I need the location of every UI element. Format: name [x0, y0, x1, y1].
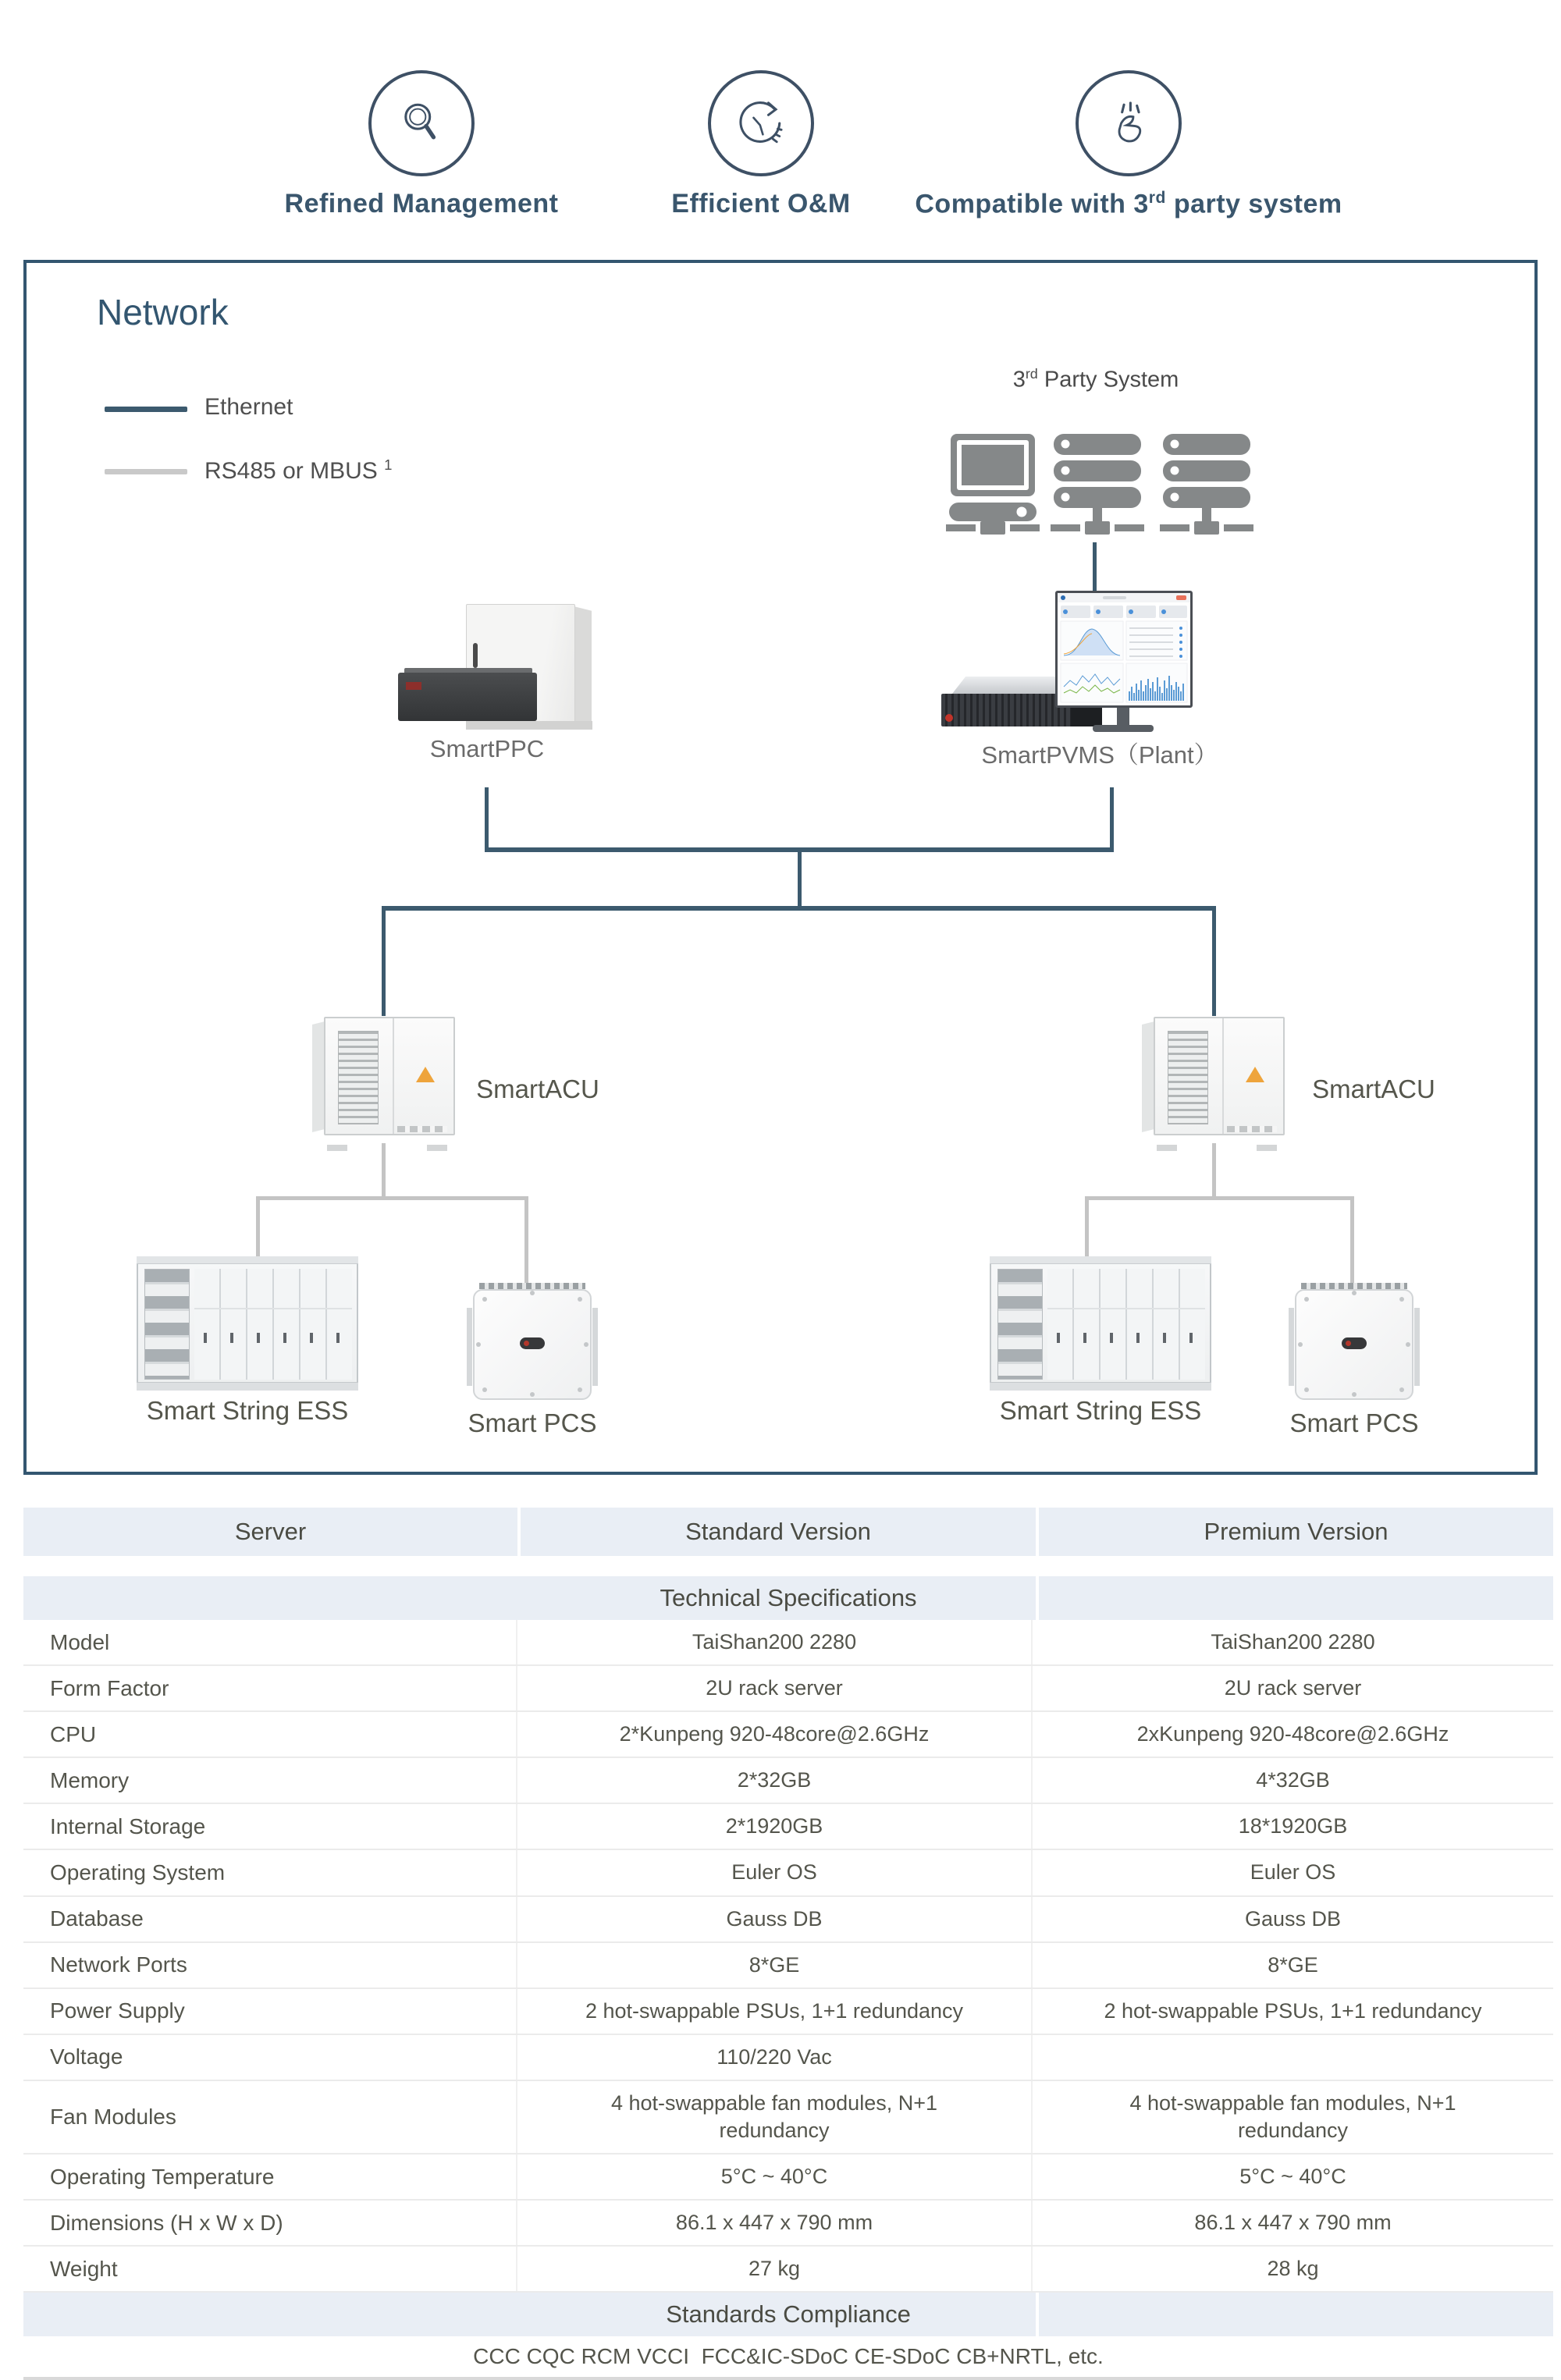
rs485-line-swatch [105, 469, 187, 474]
section-title: Technical Specifications [660, 1584, 917, 1611]
spec-label: Memory [23, 1758, 517, 1803]
ethernet-line-swatch [105, 407, 187, 412]
spec-value-standard: 27 kg [517, 2247, 1033, 2291]
spec-label: Dimensions (H x W x D) [23, 2201, 517, 2245]
table-header-row [23, 1508, 1553, 1556]
rs485-wire [1085, 1196, 1354, 1200]
rs485-wire [256, 1196, 528, 1200]
rs485-wire [382, 1143, 386, 1198]
table-row [23, 1620, 1553, 1666]
clock-arrow-icon [708, 70, 814, 176]
spec-label: Weight [23, 2247, 517, 2291]
spec-value-standard: 2*Kunpeng 920-48core@2.6GHz [517, 1712, 1033, 1757]
smartppc-label: SmartPPC [429, 735, 545, 762]
network-title: Network [97, 292, 229, 332]
table-row [23, 2154, 1553, 2201]
spec-value-standard: TaiShan200 2280 [517, 1620, 1033, 1664]
feature-label: Efficient O&M [671, 189, 851, 218]
feature-efficient-om [605, 70, 917, 219]
spec-value-standard: 2*32GB [517, 1758, 1033, 1803]
desktop-computer-icon [946, 434, 1040, 539]
spec-value-premium: Gauss DB [1244, 1906, 1342, 1931]
spec-label: Form Factor [23, 1666, 517, 1710]
rs485-wire [524, 1199, 528, 1292]
spec-value-premium: 2U rack server [1224, 1676, 1362, 1700]
table-row [23, 2035, 1553, 2081]
spec-value-standard: 2 hot-swappable PSUs, 1+1 redundancy [517, 1989, 1033, 2034]
server-stack-icon [1051, 434, 1144, 539]
server-spec-table [23, 1508, 1553, 2380]
smart-pcs-label: Smart PCS [1289, 1408, 1419, 1437]
technical-specifications-band [23, 1576, 1553, 1620]
server-stack-icon [1160, 434, 1253, 539]
table-row [23, 1850, 1553, 1896]
warning-triangle-icon [1246, 1067, 1264, 1082]
ethernet-wire [382, 911, 386, 1016]
spec-value-premium: 5°C ~ 40°C [1239, 2165, 1346, 2189]
spec-value-premium: TaiShan200 2280 [1211, 1630, 1375, 1654]
feature-refined-management [265, 70, 578, 219]
smart-pcs-device [1284, 1281, 1424, 1406]
dashboard-monitor [1055, 591, 1193, 708]
spec-value-premium: 18*1920GB [1238, 1814, 1348, 1838]
table-row [23, 1897, 1553, 1943]
smartppc-device [392, 598, 603, 742]
spec-value-standard: 110/220 Vac [517, 2035, 1033, 2080]
smartacu-device [310, 1012, 466, 1145]
table-row [23, 1804, 1553, 1850]
column-header-premium: Premium Version [1039, 1508, 1553, 1556]
smartpvms-device [941, 584, 1214, 744]
spec-value-premium: Euler OS [1250, 1860, 1336, 1884]
spec-value-premium: 28 kg [1267, 2257, 1319, 2281]
spec-label: Power Supply [23, 1989, 517, 2034]
spec-label: Fan Modules [23, 2081, 517, 2153]
spec-value-premium [1033, 2035, 1553, 2080]
footer-title: Standards Compliance [666, 2300, 911, 2328]
spec-label: Database [23, 1897, 517, 1941]
spec-value-standard: 8*GE [517, 1943, 1033, 1987]
spec-value-standard: 2U rack server [517, 1666, 1033, 1710]
spec-label: Network Ports [23, 1943, 517, 1987]
table-row [23, 1989, 1553, 2035]
standards-compliance-band [23, 2293, 1553, 2336]
spec-label: Model [23, 1620, 517, 1664]
rs485-wire [1350, 1199, 1354, 1292]
ethernet-wire [1110, 787, 1114, 850]
legend-rs485-label: RS485 or MBUS $^1$ [204, 456, 393, 484]
feature-compatible-3rd-party [894, 70, 1363, 219]
column-header-standard: Standard Version [521, 1508, 1036, 1556]
spec-label: Internal Storage [23, 1804, 517, 1849]
table-row [23, 1943, 1553, 1989]
smart-string-ess-device [130, 1249, 364, 1405]
spec-value-standard: 4 hot-swappable fan modules, N+1 redundancy [517, 2081, 1033, 2153]
smartacu-device [1140, 1012, 1296, 1145]
compliance-list: CCC CQC RCM VCCI FCC&IC-SDoC CE-SDoC CB+NRTL, etc. [23, 2336, 1553, 2380]
column-header-server: Server [23, 1508, 517, 1556]
legend-ethernet-label: Ethernet [204, 394, 293, 420]
ethernet-wire [382, 906, 1216, 911]
spec-value-premium: 8*GE [1268, 1952, 1318, 1977]
ethernet-wire [1212, 911, 1216, 1016]
smart-string-ess-label: Smart String ESS [146, 1396, 349, 1425]
spec-value-premium: 4*32GB [1256, 1768, 1330, 1792]
third-party-system-label: 3rd Party System [1012, 366, 1179, 393]
snap-fingers-icon [1076, 70, 1182, 176]
ethernet-wire [798, 852, 802, 908]
table-row [23, 1758, 1553, 1804]
spec-label: Voltage [23, 2035, 517, 2080]
spec-value-premium: 2xKunpeng 920-48core@2.6GHz [1136, 1722, 1449, 1746]
spec-value-standard: Gauss DB [517, 1897, 1033, 1941]
smart-pcs-label: Smart PCS [468, 1408, 597, 1437]
table-row [23, 1666, 1553, 1712]
ethernet-wire [1093, 542, 1097, 591]
network-diagram-panel [23, 260, 1538, 1475]
spec-label: Operating System [23, 1850, 517, 1895]
feature-label: Compatible with 3rd party system [915, 189, 1342, 219]
table-row [23, 2081, 1553, 2154]
spec-rows [23, 1620, 1553, 2293]
spec-value-premium: 86.1 x 447 x 790 mm [1194, 2211, 1392, 2235]
spec-value-standard: 2*1920GB [517, 1804, 1033, 1849]
spec-value-premium: 4 hot-swappable fan modules, N+1 redundancy [1129, 2090, 1456, 2143]
spec-value-standard: Euler OS [517, 1850, 1033, 1895]
warning-triangle-icon [416, 1067, 435, 1082]
feature-label: Refined Management [284, 189, 559, 218]
rs485-wire [1212, 1143, 1216, 1198]
table-row [23, 2201, 1553, 2247]
spec-label: CPU [23, 1712, 517, 1757]
spec-value-standard: 5°C ~ 40°C [517, 2154, 1033, 2199]
table-row [23, 1712, 1553, 1758]
spec-value-standard: 86.1 x 447 x 790 mm [517, 2201, 1033, 2245]
ethernet-wire [485, 787, 489, 850]
smartpvms-label: SmartPVMS（Plant） [981, 741, 1218, 769]
smart-string-ess-label: Smart String ESS [999, 1396, 1202, 1425]
table-row [23, 2247, 1553, 2293]
smartacu-label: SmartACU [476, 1075, 599, 1103]
magnifier-icon [368, 70, 475, 176]
spec-value-premium: 2 hot-swappable PSUs, 1+1 redundancy [1104, 1998, 1482, 2023]
smart-pcs-device [462, 1281, 603, 1406]
spec-label: Operating Temperature [23, 2154, 517, 2199]
smartacu-label: SmartACU [1312, 1075, 1435, 1103]
smart-string-ess-device [983, 1249, 1218, 1405]
